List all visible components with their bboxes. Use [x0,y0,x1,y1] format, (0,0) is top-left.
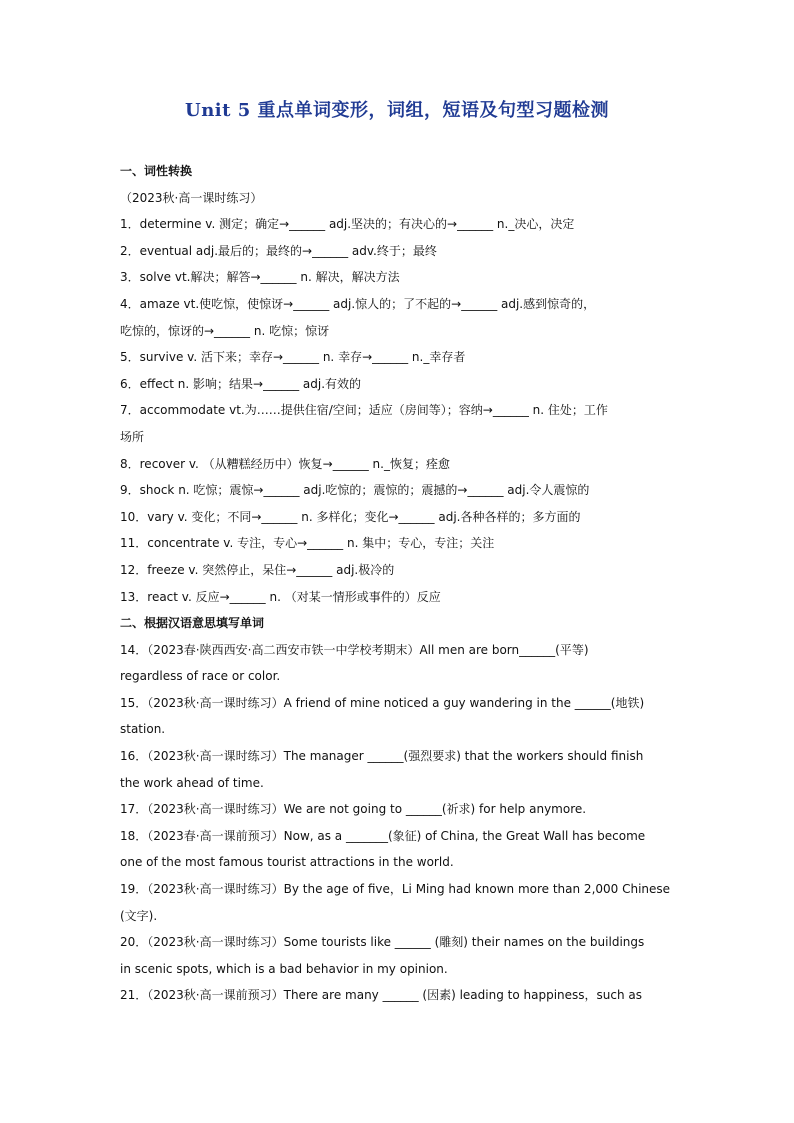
document-line: 13．react v. 反应→______ n. （对某一情形或事件的）反应 [120,589,441,604]
document-line: 2．eventual adj.最后的；最终的→______ adv.终于；最终 [120,243,437,258]
document-line: 7．accommodate vt.为……提供住宿/空间；适应（房间等）；容纳→______ n. 住处；工作 [120,403,608,418]
document-body [120,158,680,1009]
page-title: Unit 5 重点单词变形，词组，短语及句型习题检测 [185,100,609,121]
document-line: 3．solve vt.解决；解答→______ n. 解决，解决方法 [120,270,400,285]
document-line: regardless of race or color. [120,669,281,684]
document-line: the work ahead of time. [120,775,264,790]
document-line: one of the most famous tourist attractions in the world. [120,855,454,870]
document-line: 15．（2023秋·高一课时练习）A friend of mine noticed a guy wandering in the ______(地铁) [120,695,645,710]
document-line: 12．freeze v. 突然停止，呆住→______ adj.极冷的 [120,562,395,577]
section-heading: 一、词性转换 [120,164,193,178]
document-line: 8．recover v. （从糟糕经历中）恢复→______ n._恢复；痊愈 [120,456,450,471]
document-line: in scenic spots, which is a bad behavior in my opinion. [120,961,448,976]
document-line: 10．vary v. 变化；不同→______ n. 多样化；变化→______ adj.各种各样的；多方面的 [120,509,581,524]
document-line: 4．amaze vt.使吃惊，使惊讶→______ adj.惊人的；了不起的→______ adj.感到惊奇的， [120,296,596,311]
document-line: 17．（2023秋·高一课时练习）We are not going to ______(祈求) for help anymore. [120,802,587,817]
document-line: 21．（2023秋·高一课前预习）There are many ______ (因素) leading to happiness，such as [120,988,643,1003]
document-line: (文字). [120,908,158,923]
document-line: 16．（2023秋·高一课时练习）The manager ______(强烈要求) that the workers should finish [120,749,644,764]
document-line: 场所 [120,429,145,444]
document-line: 14．（2023春·陕西西安·高二西安市铁一中学校考期末）All men are born______(平等) [120,642,589,657]
document-line: 20．（2023秋·高一课时练习）Some tourists like ______ (雕刻) their names on the buildings [120,935,645,950]
section-heading: 二、根据汉语意思填写单词 [120,616,265,631]
document-line: station. [120,722,166,737]
document-line: 1．determine v. 测定；确定→______ adj.坚决的；有决心的→______ n._决心，决定 [120,217,575,232]
document-line: 11．concentrate v. 专注，专心→______ n. 集中；专心，专注；关注 [120,536,495,551]
document-line: 5．survive v. 活下来；幸存→______ n. 幸存→______ n._幸存者 [120,350,466,365]
document-line: 6．effect n. 影响；结果→______ adj.有效的 [120,376,362,391]
document-line: 吃惊的，惊讶的→______ n. 吃惊；惊讶 [120,323,330,338]
document-line: 9．shock n. 吃惊；震惊→______ adj.吃惊的；震惊的；震撼的→______ adj.令人震惊的 [120,483,590,498]
document-line: 19．（2023秋·高一课时练习）By the age of five，Li Ming had known more than 2,000 Chinese [120,882,671,897]
document-line: （2023秋·高一课时练习） [120,190,263,205]
document-line: 18．（2023春·高一课前预习）Now, as a _______(象征) of China, the Great Wall has become [120,828,646,843]
